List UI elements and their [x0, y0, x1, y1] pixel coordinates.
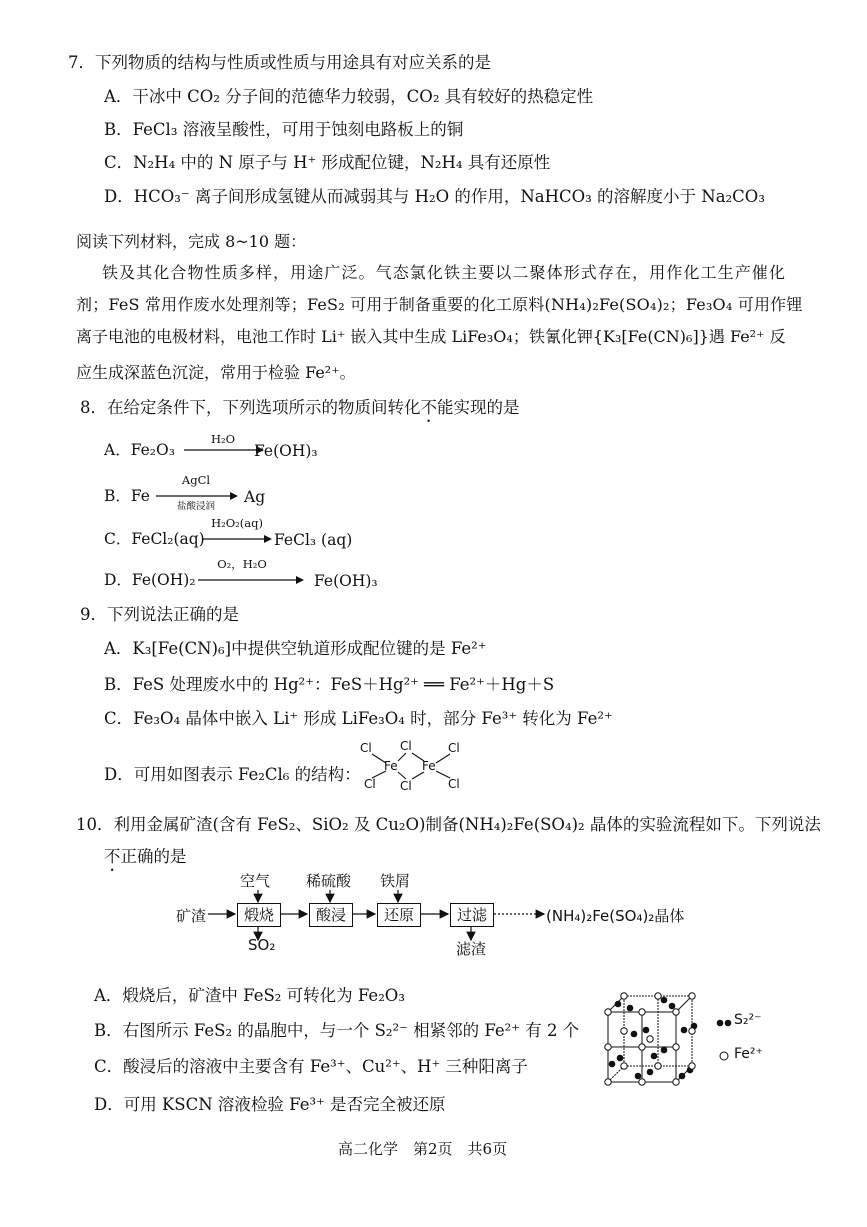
fes2-unit-cell [598, 990, 708, 1094]
cl-atom-4: Cl [364, 777, 376, 791]
cl-atom-5: Cl [400, 779, 412, 792]
fe-atom-2: Fe [422, 759, 436, 773]
cl-atom-3: Cl [448, 741, 460, 755]
reading-line-2: 剂；FeS 常用作废水处理剂等；FeS₂ 可用于制备重要的化工原料(NH₄)₂Fe(SO₄)₂；Fe₃O₄ 可用作锂 [76, 295, 803, 314]
s2-legend-icon [716, 1018, 732, 1028]
q10-option-b: B．右图所示 FeS₂ 的晶胞中，与一个 S₂²⁻ 相紧邻的 Fe²⁺ 有 2 个 [94, 1021, 580, 1040]
fe-atom-1: Fe [384, 759, 398, 773]
fe2-legend-icon [718, 1050, 730, 1062]
flow-output-residue: 滤渣 [456, 940, 487, 958]
q9-option-a: A．K₃[Fe(CN)₆]中提供空轨道形成配位键的是 Fe²⁺ [104, 639, 487, 658]
q7-option-d: D．HCO₃⁻ 离子间形成氢键从而减弱其与 H₂O 的作用，NaHCO₃ 的溶解度小于 Na₂CO₃ [104, 187, 765, 206]
cl-atom-2: Cl [400, 739, 412, 753]
fe2cl6-structure [356, 736, 476, 792]
reading-line-1: 铁及其化合物性质多样，用途广泛。气态氯化铁主要以二聚体形式存在，用作化工生产催化 [102, 263, 787, 282]
q10-stem-line2: 不正确的是 [104, 847, 187, 866]
flow-output-so2: SO₂ [248, 936, 276, 954]
flow-input-dilute-h2so4: 稀硫酸 [306, 872, 352, 890]
flow-start-label: 矿渣 [176, 907, 207, 925]
q9-option-b: B．FeS 处理废水中的 Hg²⁺：FeS＋Hg²⁺ ══ Fe²⁺＋Hg＋S [104, 675, 555, 694]
reading-intro: 阅读下列材料，完成 8~10 题： [76, 232, 307, 251]
flow-arrows [208, 886, 548, 946]
flow-step-calcine: 煅烧 [237, 903, 281, 927]
reading-line-3: 离子电池的电极材料，电池工作时 Li⁺ 嵌入其中生成 LiFe₃O₄；铁氰化钾{K₃[Fe(CN)₆]}遇 Fe²⁺ 反 [76, 327, 786, 346]
flow-step-reduce: 还原 [377, 903, 421, 927]
legend-fe2-label: Fe²⁺ [734, 1046, 763, 1062]
flow-step-acid-leach: 酸浸 [309, 903, 353, 927]
q8-option-a: A．Fe₂O₃ H₂O Fe(OH)₃ [104, 432, 318, 460]
cl-atom-1: Cl [360, 741, 372, 755]
q8-option-b: B．Fe AgCl 盐酸浸润 Ag [104, 473, 266, 512]
cl-atom-6: Cl [448, 777, 460, 791]
q7-stem: 7．下列物质的结构与性质或性质与用途具有对应关系的是 [68, 53, 491, 72]
q10-option-d: D．可用 KSCN 溶液检验 Fe³⁺ 是否完全被还原 [94, 1095, 446, 1114]
q8-stem: 8．在给定条件下，下列选项所示的物质间转化不能实现的是 [80, 398, 520, 417]
q8-option-c: C．FeCl₂(aq) H₂O₂(aq) FeCl₃ (aq) [104, 516, 353, 549]
q10-option-c: C．酸浸后的溶液中主要含有 Fe³⁺、Cu²⁺、H⁺ 三种阳离子 [94, 1057, 528, 1076]
q10-option-a: A．煅烧后，矿渣中 FeS₂ 可转化为 Fe₂O₃ [94, 986, 405, 1005]
q9-option-c: C．Fe₃O₄ 晶体中嵌入 Li⁺ 形成 LiFe₃O₄ 时，部分 Fe³⁺ 转化为 Fe²⁺ [104, 709, 613, 728]
q7-option-b: B．FeCl₃ 溶液呈酸性，可用于蚀刻电路板上的铜 [104, 120, 464, 139]
flow-step-filter: 过滤 [450, 903, 494, 927]
legend-s2-label: S₂²⁻ [734, 1012, 762, 1028]
flow-input-iron-filings: 铁屑 [380, 872, 411, 890]
q9-option-d: D．可用如图表示 Fe₂Cl₆ 的结构： [104, 765, 361, 784]
q7-option-a: A．干冰中 CO₂ 分子间的范德华力较弱，CO₂ 具有较好的热稳定性 [104, 87, 594, 106]
q8-option-d: D．Fe(OH)₂ O₂，H₂O Fe(OH)₃ [104, 557, 378, 590]
q9-stem: 9．下列说法正确的是 [80, 605, 239, 624]
page-footer: 高二化学 第2页 共6页 [338, 1140, 508, 1158]
reading-line-4: 应生成深蓝色沉淀，常用于检验 Fe²⁺。 [76, 363, 356, 382]
flow-product: (NH₄)₂Fe(SO₄)₂晶体 [546, 907, 685, 925]
flow-input-air: 空气 [240, 872, 271, 890]
q10-stem: 10．利用金属矿渣(含有 FeS₂、SiO₂ 及 Cu₂O)制备(NH₄)₂Fe(SO₄)₂ 晶体的实验流程如下。下列说法 [76, 815, 821, 834]
q7-option-c: C．N₂H₄ 中的 N 原子与 H⁺ 形成配位键，N₂H₄ 具有还原性 [104, 153, 551, 172]
